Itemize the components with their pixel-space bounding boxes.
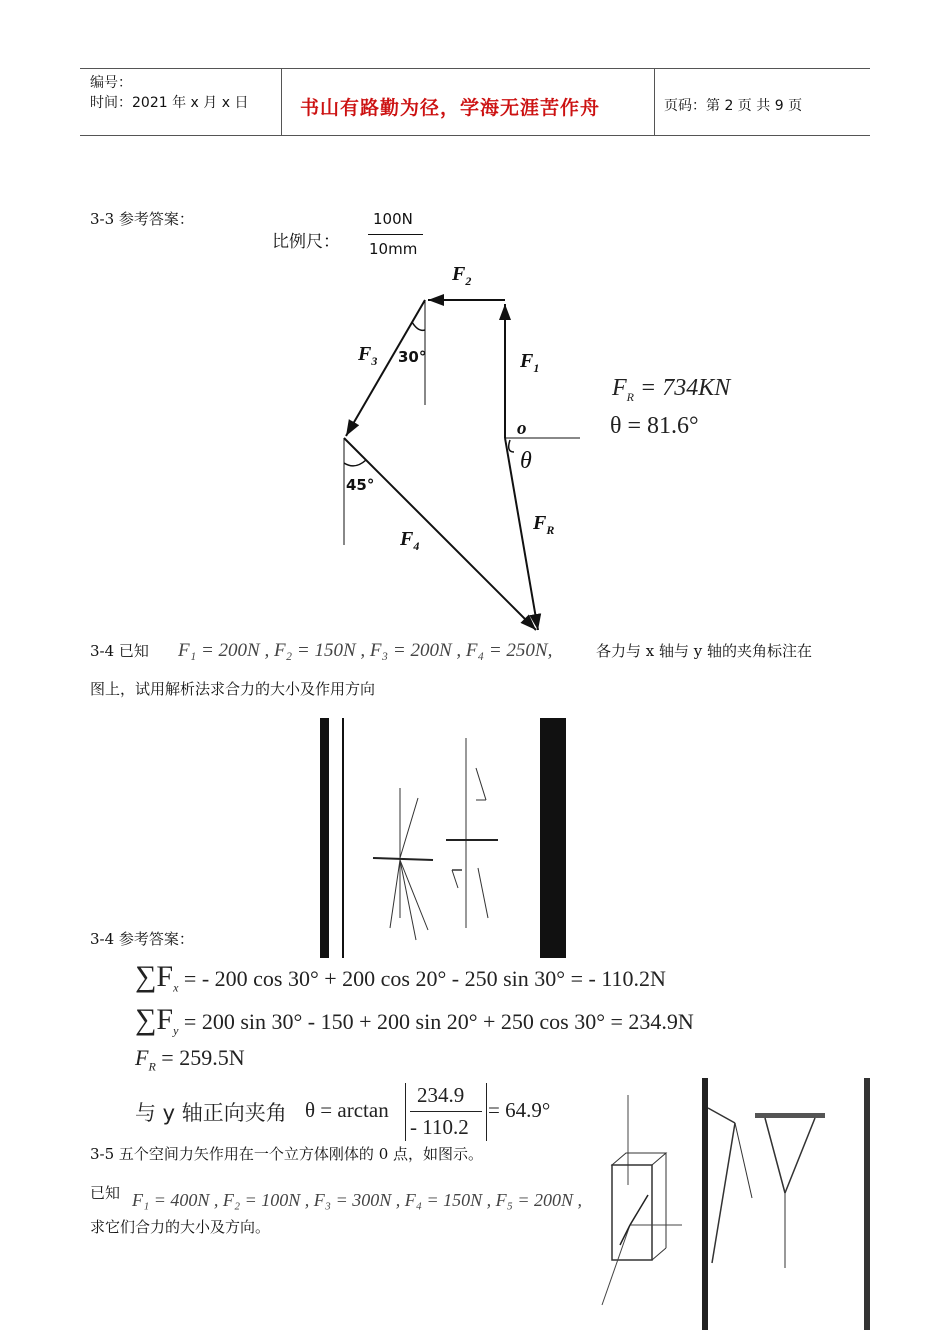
arc-45	[344, 460, 366, 466]
section-3-4-given-suffix: 各力与 x 轴与 y 轴的夹角标注在	[596, 642, 813, 660]
section-3-4-given-forces: F₁ = 200N , F₂ = 150N , F₃ = 200N , F₄ = 250N,	[178, 640, 553, 661]
figure-3-4-scan	[318, 718, 566, 958]
label-theta: θ	[520, 448, 532, 474]
section-3-4-answer-heading: 3-4 参考答案：	[90, 930, 194, 948]
section-3-4-given-prefix: 3-4 已知	[90, 642, 149, 660]
section-3-5-question: 求它们合力的大小及方向。	[90, 1218, 271, 1236]
scale-bottom: 10mm	[369, 240, 418, 258]
header-page-label: 页码：第 2 页 共 9 页	[664, 98, 803, 114]
scan-left-border	[320, 718, 329, 958]
abs-bar-right	[486, 1083, 487, 1141]
scan-wall	[702, 1078, 708, 1330]
arc-30	[412, 322, 425, 330]
scan-right-border	[540, 718, 566, 958]
equation-sum-fx: $\sum F_x$ = - 200 cos 30° + 200 cos 20° - 250 sin 30° = - 110.2N	[135, 960, 666, 995]
equation-angle-num: 234.9	[417, 1083, 465, 1107]
vector-f4	[344, 438, 536, 630]
section-3-5-given-prefix: 已知	[90, 1184, 121, 1202]
scale-top: 100N	[373, 210, 413, 228]
section-3-4-given-line2: 图上，试用解析法求合力的大小及作用方向	[90, 680, 376, 698]
abs-bar-left	[405, 1083, 406, 1141]
label-f1: $F_1$	[520, 350, 540, 375]
fraction-bar	[410, 1111, 482, 1112]
result-theta: θ = 81.6°	[610, 413, 699, 439]
arc-theta	[509, 440, 514, 452]
label-f4: $F_4$	[400, 528, 420, 553]
section-3-5-heading: 3-5 五个空间力矢作用在一个立方体刚体的 0 点，如图示。	[90, 1145, 484, 1163]
label-origin: o	[517, 418, 527, 439]
label-f2: $F_2$	[452, 263, 472, 288]
scale-label: 比例尺：	[272, 232, 340, 252]
scan-ceiling	[755, 1113, 825, 1118]
scan-left-line	[342, 718, 344, 958]
section-3-3-heading: 3-3 参考答案：	[90, 210, 194, 228]
section-3-5-given-forces: F₁ = 400N , F₂ = 100N , F₃ = 300N , F₄ = 150N , F₅ = 200N ,	[132, 1190, 583, 1210]
label-fr: $F_R$	[533, 512, 555, 537]
force-polygon-diagram	[0, 0, 950, 660]
scan-right-edge	[864, 1078, 870, 1330]
equation-fr: $F_R = 259.5N$	[135, 1045, 245, 1074]
header-time-label: 时间：2021 年 x 月 x 日	[90, 95, 249, 111]
figure-right-scan	[700, 1078, 870, 1330]
header-motto: 书山有路勤为径，学海无涯苦作舟	[300, 97, 601, 119]
result-fr: $F_R = 734KN$	[612, 375, 731, 404]
equation-angle-lhs: θ = arctan	[305, 1098, 389, 1122]
label-angle-45: 45°	[346, 476, 375, 494]
equation-sum-fy: $\sum F_y = 200$ sin 30° - 150 + 200 sin 20° + 250 cos 30° = 234.9N	[135, 1003, 694, 1038]
figure-3-5-cube-scan	[590, 1085, 690, 1315]
label-f3: $F_3$	[358, 343, 378, 368]
equation-angle-den: - 110.2	[410, 1115, 469, 1139]
equation-angle-text: 与 y 轴正向夹角	[135, 1101, 287, 1125]
header-number-label: 编号：	[90, 75, 132, 91]
equation-angle-rhs: = 64.9°	[488, 1098, 551, 1122]
label-angle-30: 30°	[398, 348, 427, 366]
